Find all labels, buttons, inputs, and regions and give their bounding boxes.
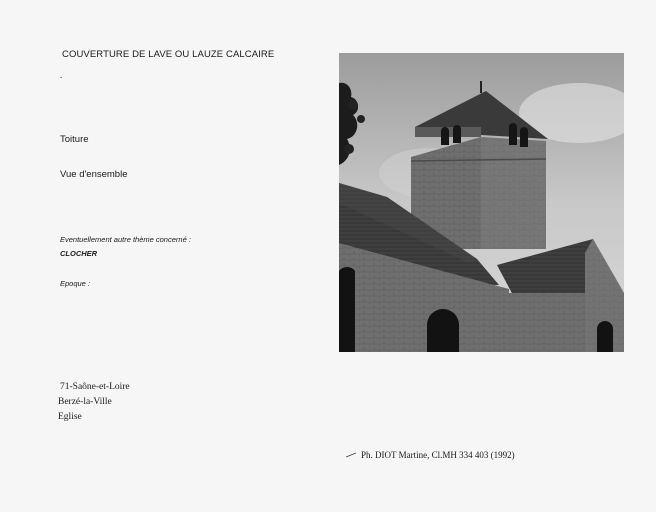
church-photo	[339, 53, 624, 352]
stray-mark: .	[60, 70, 63, 80]
theme-label: Eventuellement autre thème concerné :	[60, 235, 191, 244]
location-department: 71-Saône-et-Loire	[60, 382, 130, 392]
theme-value: CLOCHER	[60, 249, 98, 258]
view-label: Vue d'ensemble	[60, 169, 128, 180]
church-illustration	[339, 53, 624, 352]
category-label: Toiture	[60, 134, 89, 145]
location-building: Eglise	[58, 412, 82, 422]
photo-credit: Ph. DIOT Martine, Cl.MH 334 403 (1992)	[361, 450, 515, 460]
document-title: COUVERTURE DE LAVE OU LAUZE CALCAIRE	[62, 49, 275, 60]
location-commune: Berzé-la-Ville	[58, 397, 112, 407]
epoque-label: Epoque :	[60, 279, 91, 288]
credit-mark-icon	[346, 452, 356, 458]
